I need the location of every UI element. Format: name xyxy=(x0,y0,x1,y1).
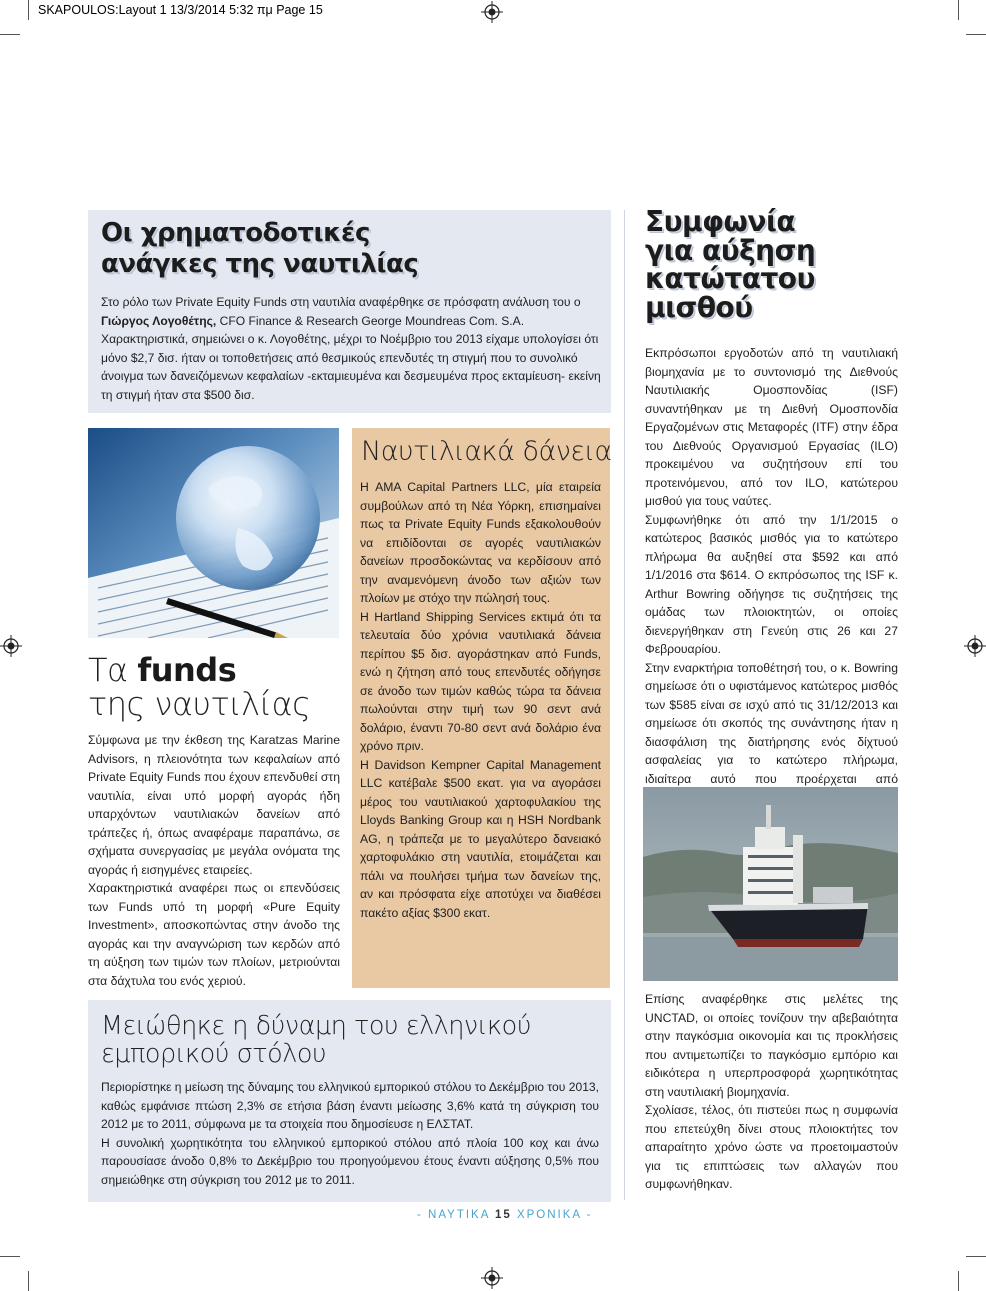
crop-mark xyxy=(958,0,959,20)
globe-finance-photo xyxy=(88,428,339,638)
page-footer: - ΝΑΥΤΙΚΑ 15 ΧΡΟΝΙΚΑ - xyxy=(417,1209,593,1221)
tanker-ship-photo xyxy=(643,787,898,981)
crop-mark xyxy=(958,1271,959,1291)
registration-mark-icon xyxy=(0,635,22,657)
article-minimum-wage-title: Συμφωνία για αύξηση κατώτατου μισθού xyxy=(645,205,816,324)
article-shipping-loans xyxy=(352,428,610,988)
article-minimum-wage-body: Εκπρόσωποι εργοδοτών από τη ναυτιλιακή βιομηχανία με το συντονισμό της Διεθνούς Ναυτιλιακής Ομοσπονδίας (ISF) συναντήθηκαν με τη Διεθνή Ομοσπονδία Εργαζομένων στις Μεταφορές (ITF) στην έδρα του Διεθνούς Οργανισμού Εργασίας (ILO) προκειμένου να συζητήσουν επί του προτεινόμενου, από τον ILO, κατώτερου μισθού για τους ναύτες. Συμφωνήθηκε ότι από την 1/1/2015 ο κατώτερος βασικός μισθός για το κατώτερο πλήρωμα θα αυξηθεί στα $592 και από 1/1/2016 στα $614. Ο εκπρόσωπος της ISF κ. Arthur Bowring οδήγησε τις συζητήσεις της ομάδας των πλοιοκτητών, οι οποίες διενεργήθηκαν στη Γενεύη στις 26 και 27 Φεβρουαρίου. Στην εναρκτήρια τοποθέτησή του, ο κ. Bowring σημείωσε ότι ο υφιστάμενος κατώτερος μισθός των $585 είναι σε ισχύ από τις 31/12/2013 και σημείωσε ότι σκοπός της συνάντησης ήταν η διασφάλιση της διατήρησης ενός δίχτυού ασφαλείας για το κατώτερο πλήρωμα, ιδιαίτερα αυτό που προέρχεται από xyxy=(645,346,898,786)
article-financing-needs xyxy=(88,210,611,413)
article-title: Ναυτιλιακά δάνεια xyxy=(361,436,612,467)
article-minimum-wage-body-continued: Επίσης αναφέρθηκε στις μελέτες της UNCTAD, οι οποίες τονίζουν την αβεβαιότητα στην παγκόσμια οικονομία και τις προκλήσεις που αντιμετωπίζει το παγκόσμιο εμπόριο και ειδικότερα η υπερπροσφορά χωρητικότητας στη ναυτιλιακή βιομηχανία. Σχολίασε, τέλος, ότι πιστεύει πως η συμφωνία που επετεύχθη δίνει στους πλοιοκτήτες τον απαραίτητο χρόνο ώστε να προετοιμαστούν για τις επιπτώσεις των αλλαγών που συμφωνήθηκαν. xyxy=(645,992,898,1191)
registration-mark-icon xyxy=(481,1267,503,1289)
article-funds-body: Σύμφωνα με την έκθεση της Karatzas Marine Advisors, η πλειονότητα των κεφαλαίων από Private Equity Funds που έχουν επενδυθεί στη ναυτιλία, είναι υπό μορφή αγοράς ήδη υπαρχόντων ναυτιλιακών δανείων από τράπεζες ή, όπως αναφέραμε παραπάνω, σε σχήματα συνεργασίας με μεγάλα ονόματα της αγοράς ή εισηγμένες εταιρείες. Χαρακτηριστικά αναφέρει πως οι επενδύσεις των Funds υπό τη μορφή «Pure Equity Investment», αποσκοπώντας στην άνοδο της αγοράς και την αναγνώριση των κερδών από τη αύξηση των τιμών των πλοίων, μετριούνται στα δάχτυλα του ενός χεριού. xyxy=(88,733,340,988)
crop-mark xyxy=(0,34,20,35)
crop-mark xyxy=(966,34,986,35)
registration-mark-icon xyxy=(481,1,503,23)
registration-mark-icon xyxy=(964,635,986,657)
person-name: Γιώργος Λογοθέτης, xyxy=(101,313,217,328)
article-body: Στο ρόλο των Private Equity Funds στη ναυτιλία αναφέρθηκε σε πρόσφατη ανάλυση του ο Γιώργος Λογοθέτης, CFO Finance & Research George Moundreas Com. S.A. Χαρακτηριστικά, σημειώνει ο κ. Λογοθέτης, μέχρι το Νοέμβριο του 2013 είχαμε υπολογίσει ότι μόνο $2,7 δισ. ήταν οι τοποθετήσεις από θεσμικούς επενδυτές τη στιγμή που το συνολικό άνοιγμα των δανειζόμενων κεφαλαίων -εκταμιευμένα και δεσμευμένα προς εκταμίευση- εκείνη τη στιγμή ήταν στα $500 δισ. xyxy=(101,295,601,402)
print-slug: SKAPOULOS:Layout 1 13/3/2014 5:32 πμ Page 15 xyxy=(38,3,323,17)
crop-mark xyxy=(28,0,29,20)
article-greek-fleet xyxy=(88,1000,611,1202)
article-body: Η AMA Capital Partners LLC, μία εταιρεία συμβούλων από τη Νέα Υόρκη, επισημαίνει πως τα Private Equity Funds εξακολουθούν να επιδίδονται σε αγορές ναυτιλιακών δανείων προσδοκώντας να κερδίσουν από την αναμενόμενη άνοδο των αξιών των πλοίων με στόχο την πώλησή τους. Η Hartland Shipping Services εκτιμά ότι τα τελευταία δύο χρόνια ναυτιλιακά δάνεια περίπου $5 δισ. αγοράστηκαν από Funds, ενώ η ζήτηση από τους επενδυτές οδήγησε σε άνοδο των τιμών καθώς τώρα τα δάνεια πωλούνται στην τιμή των 90 σεντ ανά δολάριο, έναντι 70-80 σεντ ανά δολάριο ένα χρόνο πριν. Η Davidson Kempner Capital Management LLC κατέβαλε $500 εκατ. για να αγοράσει μέρος του ναυτιλιακού χαρτοφυλακίου της Lloyds Banking Group και η HSH Nordbank AG, η τράπεζα με το μεγαλύτερο δανειακό χαρτοφυλάκιο στη ναυτιλία, ετοιμάζεται και πάλι να πουλήσει τμήμα των δανείων της, αν και πρόσφατα είχε αποτύχει να διαθέσει πακέτο αξίας $300 εκατ. xyxy=(360,480,601,920)
page-number: 15 xyxy=(494,1209,512,1221)
crop-mark xyxy=(28,1271,29,1291)
title-emphasis: funds xyxy=(137,651,237,689)
article-title: Οι χρηματοδοτικές ανάγκες της ναυτιλίας xyxy=(101,218,419,279)
article-title: Μειώθηκε η δύναμη του ελληνικού εμπορικού στόλου xyxy=(101,1011,532,1069)
article-body: Περιορίστηκε η μείωση της δύναμης του ελληνικού εμπορικού στόλου το Δεκέμβριο του 2013, καθώς εμφάνισε πτώση 2,3% σε ετήσια βάση έναντι μείωσης 3,6% κατά τη σύγκριση του 2012 με το 2011, σύμφωνα με τα στοιχεία που δημοσίευσε η ΕΛΣΤΑΤ. Η συνολική χωρητικότητα του ελληνικού εμπορικού στόλου από πλοία 100 κοχ και άνω παρουσίασε άνοδο 0,8% το Δεκέμβριο του προηγούμενου έτους έναντι αύξησης 0,5% που σημειώθηκε στη σύγκριση του 2012 με το 2011. xyxy=(101,1080,599,1187)
crop-mark xyxy=(0,1256,20,1257)
article-funds-title: Τα funds της ναυτιλίας xyxy=(88,651,311,723)
column-divider xyxy=(624,210,625,1200)
crop-mark xyxy=(966,1256,986,1257)
